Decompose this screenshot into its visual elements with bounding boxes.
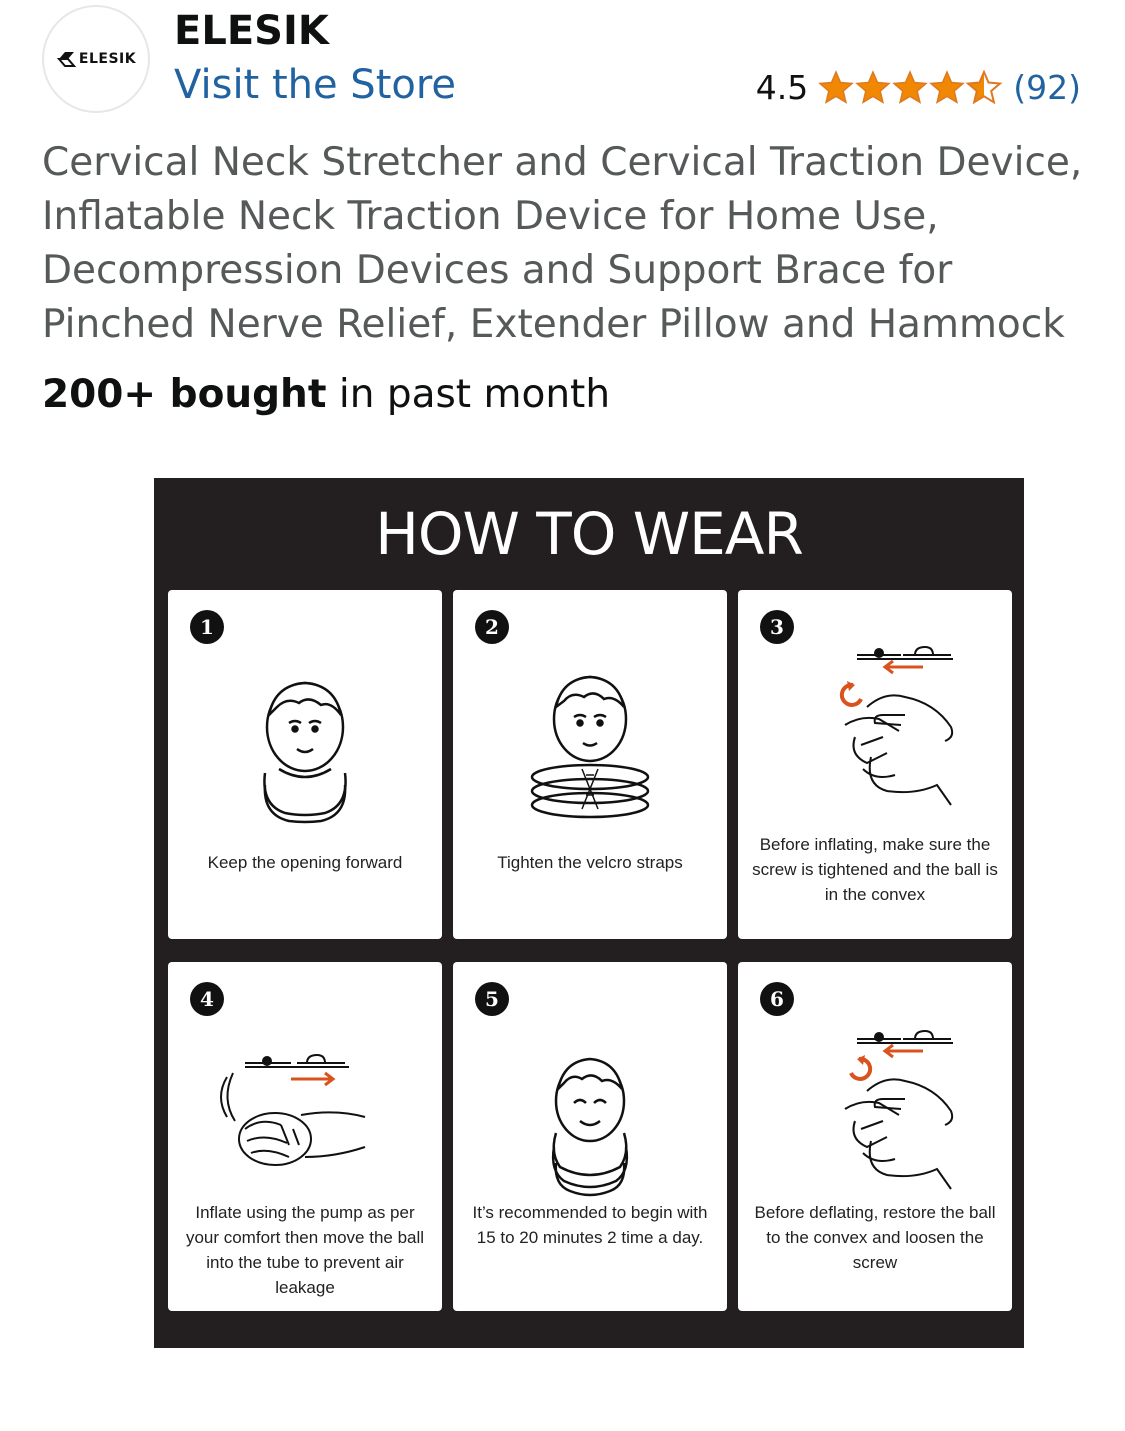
step-number: 1 (190, 610, 224, 644)
step-number: 3 (760, 610, 794, 644)
step-caption: Before deflating, restore the ball to the convex and loosen the screw (754, 1203, 996, 1272)
store-logo-text: ELESIK (78, 51, 137, 67)
store-logo[interactable] (42, 5, 150, 113)
rating-value: 4.5 (755, 68, 809, 107)
star-rating-icon (818, 70, 1003, 106)
step-card-2 (453, 590, 727, 939)
step-number: 2 (475, 610, 509, 644)
step-card-6 (738, 962, 1012, 1311)
bought-period: in past month (326, 372, 611, 417)
face-with-collar-icon (205, 645, 405, 845)
hand-squeezing-pump-icon (205, 1017, 405, 1217)
visit-store-link[interactable]: Visit the Store (174, 62, 457, 108)
step-card-3 (738, 590, 1012, 939)
brand-name[interactable]: ELESIK (174, 8, 329, 54)
review-count-link[interactable]: (92) (1013, 68, 1081, 107)
store-logo-mark (56, 50, 136, 68)
how-to-wear-image[interactable] (154, 478, 1024, 1348)
step-number: 5 (475, 982, 509, 1016)
step-card-5 (453, 962, 727, 1311)
step-card-4 (168, 962, 442, 1311)
product-title: Cervical Neck Stretcher and Cervical Traction Device, Inflatable Neck Traction Device for Home Use, Decompression Devices and Support Brace for Pinched Nerve Relief, Extender Pillow and Hammock (42, 140, 1083, 347)
step-caption: It’s recommended to begin with 15 to 20 minutes 2 time a day. (472, 1203, 708, 1247)
face-with-stacked-collar-icon (490, 645, 690, 845)
hands-tightening-valve-icon (775, 645, 975, 845)
step-caption: Tighten the velcro straps (497, 853, 683, 872)
bought-in-past-month (42, 372, 610, 417)
hands-loosening-valve-icon (775, 1017, 975, 1217)
step-number: 6 (760, 982, 794, 1016)
smiling-face-with-collar-icon (490, 1017, 690, 1217)
step-number: 4 (190, 982, 224, 1016)
rating-summary[interactable] (756, 68, 1081, 107)
how-to-wear-title: HOW TO WEAR (375, 500, 803, 568)
step-caption: Before inflating, make sure the screw is tightened and the ball is in the convex (752, 835, 998, 904)
star-rating (818, 70, 1003, 106)
step-caption: Keep the opening forward (207, 853, 403, 872)
store-header (0, 0, 1125, 120)
elesik-logo-icon (56, 50, 76, 68)
step-caption: Inflate using the pump as per your comfort then move the ball into the tube to prevent air leakage (185, 1203, 425, 1297)
bought-count: 200+ bought (42, 372, 327, 417)
step-card-1 (168, 590, 442, 939)
